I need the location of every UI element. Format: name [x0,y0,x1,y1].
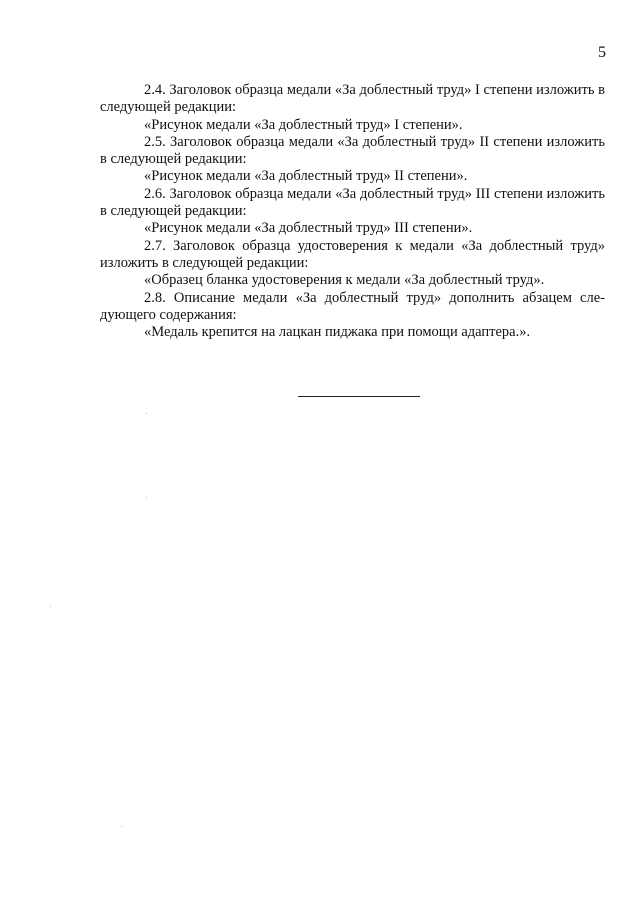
scan-speck [50,606,51,607]
item-2-8-quote: «Медаль крепится на лацкан пиджака при помощи адаптера.». [144,324,531,341]
scan-speck [121,826,122,827]
item-2-8-text: 2.8. Описание медали «За доблестный труд» дополнить абзацем следующего содержания: [100,289,605,323]
item-2-4-text: 2.4. Заголовок образца медали «За доблестный труд» I степени изложить в следующей редакции: [100,82,605,116]
item-2-5-quote: «Рисунок медали «За доблестный труд» II степени». [144,168,468,185]
item-2-6-quote: «Рисунок медали «За доблестный труд» III степени». [144,220,473,237]
scan-speck [146,413,147,414]
end-divider-line [298,396,420,397]
document-body [100,82,605,341]
item-2-5-text: 2.5. Заголовок образца медали «За доблестный труд» II степени изложить в следующей редакции: [100,133,605,168]
page-number: 5 [598,44,606,61]
item-2-7-text: 2.7. Заголовок образца удостоверения к медали «За доблестный труд» изложить в следующей редакции: [100,237,605,271]
scan-speck [146,497,147,498]
item-2-6-text: 2.6. Заголовок образца медали «За доблестный труд» III степени изложить в следующей редакции: [100,185,605,220]
item-2-4-quote: «Рисунок медали «За доблестный труд» I степени». [144,116,463,133]
item-2-7-quote: «Образец бланка удостоверения к медали «За доблестный труд». [144,272,545,289]
